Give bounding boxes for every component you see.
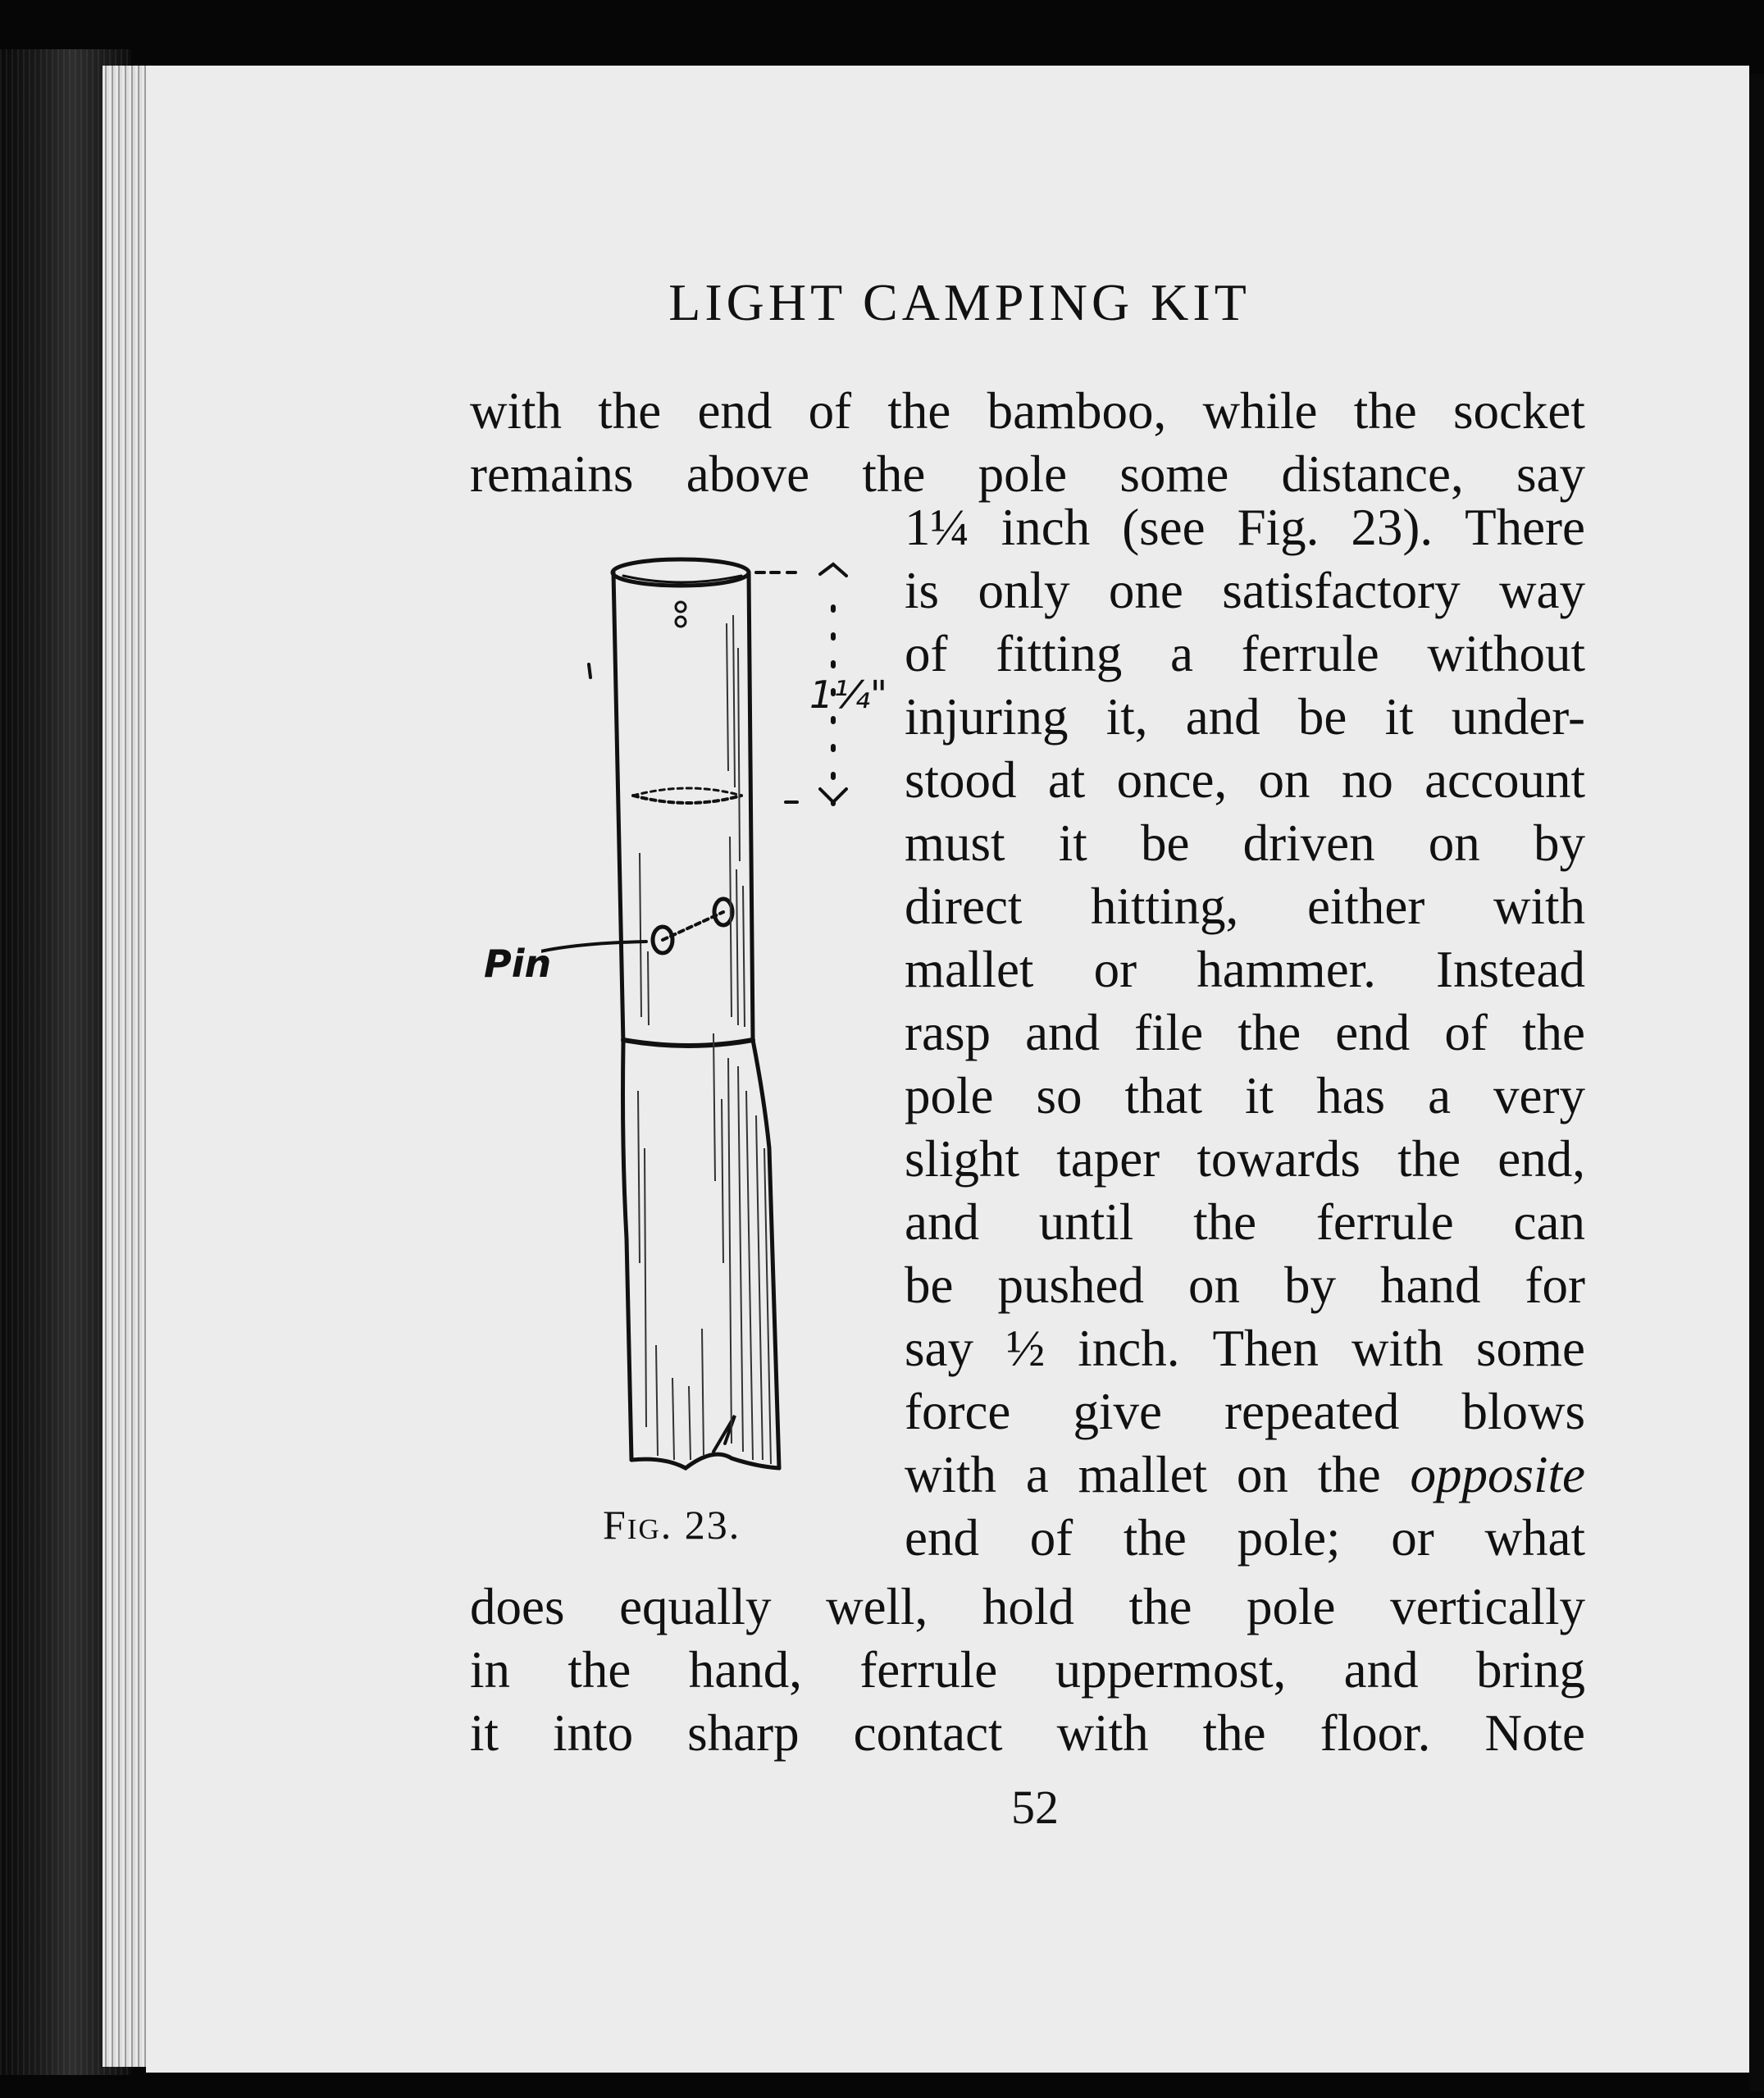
word: must (905, 814, 1005, 872)
page-number: 52 (1011, 1781, 1059, 1834)
text-line (905, 1257, 1585, 1314)
word: give (1073, 1383, 1162, 1440)
word: the (1317, 1446, 1381, 1503)
word: rasp (905, 1004, 991, 1061)
word: Note (1484, 1704, 1585, 1762)
word: bring (1476, 1641, 1585, 1699)
word: say (1516, 445, 1585, 503)
text-line (470, 1641, 1585, 1699)
word: stood (905, 751, 1017, 809)
word: until (1038, 1193, 1134, 1251)
word: satisfactory (1222, 562, 1461, 619)
word: mallet (905, 941, 1034, 998)
word: for (1525, 1257, 1585, 1314)
word: end (1335, 1004, 1411, 1061)
word: hand (1380, 1257, 1481, 1314)
word: has (1316, 1067, 1386, 1124)
socket-line (633, 796, 741, 803)
word: the (1353, 382, 1417, 440)
word: sharp (687, 1704, 800, 1762)
word: under- (1451, 688, 1585, 746)
ferrule-dot (676, 602, 686, 612)
text-line (905, 625, 1585, 682)
word: the (887, 382, 951, 440)
text-line (470, 382, 1585, 440)
word: distance, (1281, 445, 1464, 503)
dimension-label: 1¼" (809, 673, 888, 717)
running-head: LIGHT CAMPING KIT (668, 273, 1251, 331)
word: 23). (1351, 499, 1434, 556)
word: of (905, 625, 948, 682)
word: and (1025, 1004, 1101, 1061)
word: with (1351, 1320, 1443, 1377)
word: what (1484, 1509, 1585, 1567)
word: force (905, 1383, 1011, 1440)
word: end (697, 382, 773, 440)
word: inch. (1078, 1320, 1180, 1377)
page-right-shadow (1749, 74, 1764, 2091)
word: say (905, 1320, 973, 1377)
word: the (1128, 1578, 1192, 1635)
word: some (1476, 1320, 1585, 1377)
word: can (1513, 1193, 1585, 1251)
dimension-bottom-arrow (820, 789, 846, 802)
word: a (1025, 1446, 1049, 1503)
word: the (862, 445, 926, 503)
word: towards (1197, 1130, 1361, 1188)
word: vertically (1390, 1578, 1585, 1635)
word: it (470, 1704, 499, 1762)
text-line (905, 1193, 1585, 1251)
word: equally (619, 1578, 772, 1635)
word: with (1056, 1704, 1149, 1762)
text-line (905, 1509, 1585, 1567)
word: only (978, 562, 1070, 619)
ferrule-bottom (623, 1040, 753, 1046)
word: on (1258, 751, 1310, 809)
word: taper (1056, 1130, 1160, 1188)
word: file (1134, 1004, 1204, 1061)
word: (see (1122, 499, 1206, 556)
text-line (905, 499, 1585, 556)
word: or (1093, 941, 1137, 998)
word: remains (470, 445, 634, 503)
word: slight (905, 1130, 1020, 1188)
word: way (1499, 562, 1585, 619)
word: at (1047, 751, 1086, 809)
pole-bottom-edge (631, 1454, 779, 1468)
text-line (905, 1320, 1585, 1377)
word: There (1465, 499, 1585, 556)
word: pole; (1237, 1509, 1341, 1567)
text-line (905, 1383, 1585, 1440)
word: very (1493, 1067, 1585, 1124)
word: into (553, 1704, 634, 1762)
word: above (686, 445, 810, 503)
text-line (905, 941, 1585, 998)
word: be (1297, 688, 1347, 746)
word: with (905, 1446, 997, 1503)
word: it (1058, 814, 1087, 872)
word: fitting (996, 625, 1123, 682)
word: direct (905, 878, 1023, 935)
word: the (598, 382, 662, 440)
word: by (1533, 814, 1585, 872)
dimension-top-arrow (820, 564, 846, 576)
word: a (1428, 1067, 1452, 1124)
text-line (905, 562, 1585, 619)
word: uppermost, (1055, 1641, 1287, 1699)
word: the (1397, 1130, 1461, 1188)
word: the (1193, 1193, 1257, 1251)
word: one (1108, 562, 1183, 619)
word: either (1306, 878, 1425, 935)
pin-label: Pin (484, 942, 552, 986)
word: the (1202, 1704, 1266, 1762)
text-line (470, 1578, 1585, 1635)
word: that (1124, 1067, 1203, 1124)
word: end, (1497, 1130, 1585, 1188)
word: blows (1461, 1383, 1585, 1440)
word: inch (1001, 499, 1091, 556)
word: with (470, 382, 563, 440)
word: hand, (688, 1641, 802, 1699)
word: the (1521, 1004, 1585, 1061)
word: driven (1242, 814, 1375, 872)
word: hitting, (1091, 878, 1239, 935)
word: Fig. (1237, 499, 1320, 556)
word: end (905, 1509, 979, 1567)
text-line (905, 814, 1585, 872)
text-line (905, 1446, 1585, 1503)
word: so (1036, 1067, 1083, 1124)
word: Then (1212, 1320, 1319, 1377)
word: the (567, 1641, 631, 1699)
word: and (905, 1193, 979, 1251)
word: on (1187, 1257, 1240, 1314)
word: socket (1452, 382, 1585, 440)
word: some (1119, 445, 1229, 503)
word: the (1123, 1509, 1187, 1567)
text-line (905, 688, 1585, 746)
word: pushed (997, 1257, 1144, 1314)
word: a (1170, 625, 1194, 682)
word: be (905, 1257, 954, 1314)
word: while (1202, 382, 1318, 440)
word: does (470, 1578, 565, 1635)
figure-caption: Fig. 23. (603, 1502, 741, 1548)
word: pole (1247, 1578, 1336, 1635)
text-line (905, 751, 1585, 809)
left-mark (589, 664, 590, 677)
word: hammer. (1197, 941, 1376, 998)
word: once, (1116, 751, 1228, 809)
word: ferrule (1315, 1193, 1454, 1251)
text-line (470, 445, 1585, 503)
text-line (470, 1704, 1585, 1762)
text-line (905, 878, 1585, 935)
word: well, (826, 1578, 928, 1635)
word-italic: opposite (1410, 1446, 1585, 1503)
text-line (905, 1067, 1585, 1124)
pin-arrow (541, 942, 646, 953)
word: on (1236, 1446, 1288, 1503)
word: of (1029, 1509, 1073, 1567)
word: is (905, 562, 940, 619)
word: contact (853, 1704, 1003, 1762)
word: or (1391, 1509, 1434, 1567)
word: of (808, 382, 852, 440)
word: floor. (1320, 1704, 1431, 1762)
word: without (1427, 625, 1585, 682)
word: it (1245, 1067, 1274, 1124)
word: pole (978, 445, 1068, 503)
word: mallet (1078, 1446, 1208, 1503)
word: account (1424, 751, 1585, 809)
word: it, (1105, 688, 1148, 746)
word: Instead (1436, 941, 1585, 998)
word: it (1384, 688, 1414, 746)
word: and (1185, 688, 1260, 746)
socket-line-back (633, 788, 741, 796)
word: 1¼ (905, 499, 969, 556)
word: in (470, 1641, 511, 1699)
word: pole (905, 1067, 994, 1124)
word: ½ (1006, 1320, 1046, 1377)
word: the (1238, 1004, 1301, 1061)
word: by (1284, 1257, 1336, 1314)
word: ferrule (859, 1641, 998, 1699)
word: ferrule (1241, 625, 1379, 682)
word: with (1493, 878, 1585, 935)
word: bamboo, (987, 382, 1167, 440)
text-line (905, 1004, 1585, 1061)
ferrule-dot (676, 617, 686, 627)
pin-line (663, 912, 723, 940)
text-line (905, 1130, 1585, 1188)
word: hold (982, 1578, 1074, 1635)
word: be (1140, 814, 1190, 872)
word: repeated (1224, 1383, 1400, 1440)
word: on (1428, 814, 1480, 872)
word: no (1341, 751, 1393, 809)
word: of (1444, 1004, 1488, 1061)
word: and (1343, 1641, 1419, 1699)
word: injuring (905, 688, 1069, 746)
